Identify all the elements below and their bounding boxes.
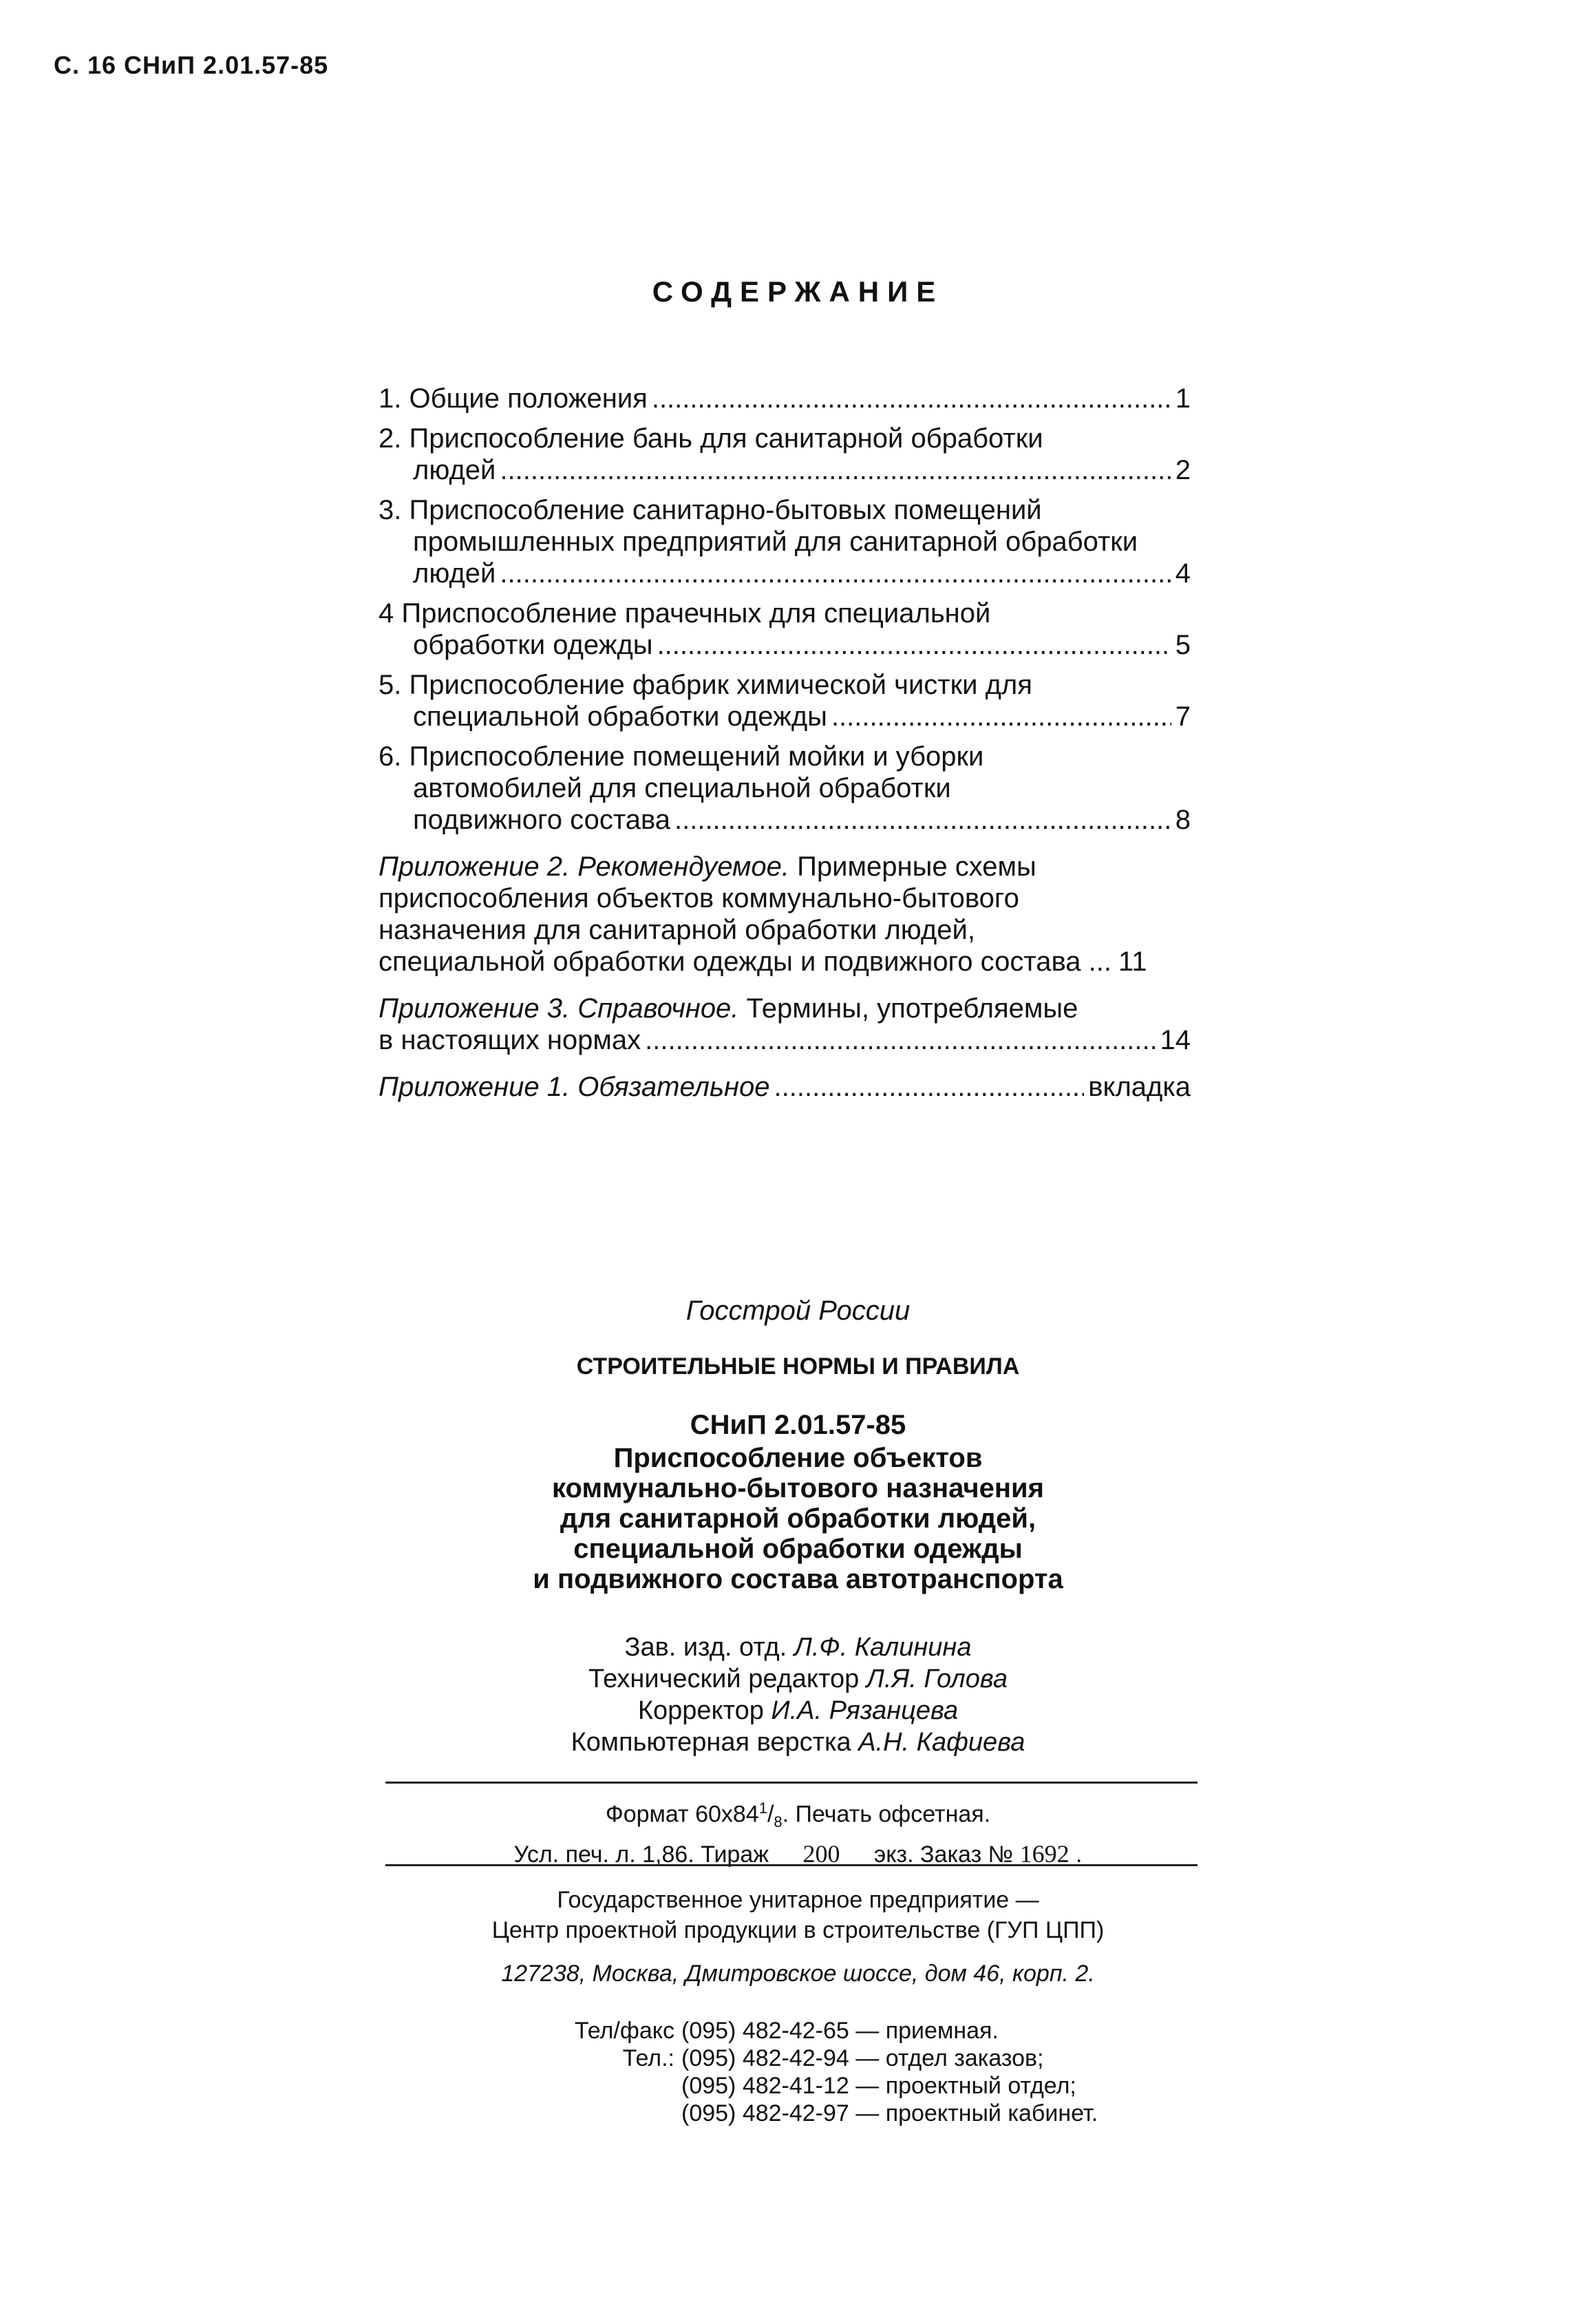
toc-leader-dots [652, 383, 1171, 414]
toc-page-number: 8 [1175, 805, 1191, 835]
toc-entry-text: людей [413, 558, 496, 589]
toc-page-number: 4 [1175, 558, 1191, 589]
toc-entry-3 [379, 494, 1191, 589]
toc-leader-dots [657, 629, 1171, 661]
toc-entry-text: людей [413, 455, 496, 485]
toc-entry-text: 5. Приспособление фабрик химической чистки для [379, 670, 1032, 700]
editorial-staff [0, 1631, 1596, 1758]
toc-entry-text: специальной обработки одежды [413, 701, 827, 732]
document-code: СНиП 2.01.57-85 [690, 1410, 906, 1440]
toc-entry-6 [379, 741, 1191, 836]
contact-row: Тел.: (095) 482-42-94 — отдел заказов; [622, 2045, 1044, 2071]
document-title-line: и подвижного состава автотранспорта [533, 1564, 1063, 1594]
toc-entry-2 [379, 423, 1191, 486]
toc-entry-text: 6. Приспособление помещений мойки и уборки [379, 741, 984, 772]
toc-entry-text: в настоящих нормах [379, 1025, 641, 1055]
contact-row: (095) 482-41-12 — проектный отдел; [681, 2073, 1076, 2099]
toc-entry-text: автомобилей для специальной обработки [413, 773, 951, 803]
document-title-line: коммунально-бытового назначения [552, 1473, 1044, 1503]
contact-row: Тел/факс (095) 482-42-65 — приемная. [574, 2018, 999, 2044]
contacts [551, 2017, 1098, 2127]
toc-page-number: вкладка [1088, 1072, 1191, 1102]
toc-appendix-2 [379, 851, 1191, 978]
document-title-line: специальной обработки одежды [573, 1534, 1023, 1564]
staff-line: Технический редактор Л.Я. Голова [588, 1665, 1008, 1693]
toc-entry-text: приспособления объектов коммунально-бытового [379, 883, 1019, 913]
toc-leader-dots [674, 804, 1171, 836]
toc-page-number: 5 [1175, 630, 1191, 660]
contact-row: (095) 482-42-97 — проектный кабинет. [681, 2100, 1098, 2126]
toc-entry-text: Термины, употребляемые [746, 993, 1078, 1024]
toc-entry-5 [379, 669, 1191, 732]
toc-entry-text: промышленных предприятий для санитарной обработки [413, 527, 1138, 557]
toc-leader-dots [645, 1024, 1156, 1056]
page-header: С. 16 СНиП 2.01.57-85 [54, 51, 329, 79]
appendix-label: Приложение 3. Справочное. [379, 993, 739, 1024]
toc-entry-text: 3. Приспособление санитарно-бытовых помещений [379, 495, 1042, 525]
staff-line: Компьютерная верстка А.Н. Кафиева [571, 1728, 1025, 1757]
toc-page-number: 2 [1175, 455, 1191, 485]
appendix-label: Приложение 2. Рекомендуемое. [379, 852, 790, 882]
toc-entry-text: 1. Общие положения [379, 383, 648, 414]
staff-line: Корректор И.А. Рязанцева [637, 1696, 959, 1725]
toc-title: СОДЕРЖАНИЕ [652, 275, 944, 308]
document-title-line: для санитарной обработки людей, [560, 1503, 1036, 1534]
document-title-line: Приспособление объектов [613, 1443, 983, 1473]
toc-page-number: 7 [1175, 701, 1191, 732]
appendix-label: Приложение 1. Обязательное [379, 1072, 770, 1102]
document-title [0, 1443, 1596, 1594]
divider-line [385, 1782, 1198, 1784]
issuing-organization: Госстрой России [685, 1296, 911, 1326]
toc-appendix-3 [379, 993, 1191, 1056]
toc-entry-1 [379, 383, 1191, 414]
staff-line: Зав. изд. отд. Л.Ф. Калинина [624, 1633, 972, 1662]
order-number: 1692 [1019, 1840, 1070, 1868]
toc-entry-text: подвижного состава [413, 805, 670, 835]
toc-entry-text: назначения для санитарной обработки людей, [379, 915, 975, 945]
print-run: 200 [802, 1840, 840, 1868]
toc-entry-text: специальной обработки одежды и подвижного состава ... [379, 947, 1111, 977]
toc-entry-text: обработки одежды [413, 630, 653, 660]
document-series: СТРОИТЕЛЬНЫЕ НОРМЫ И ПРАВИЛА [576, 1353, 1020, 1380]
publisher-address: 127238, Москва, Дмитровское шоссе, дом 46, корп. 2. [501, 1961, 1095, 1987]
toc-entry-text: Примерные схемы [797, 852, 1036, 882]
toc-page-number: 14 [1160, 1025, 1191, 1055]
toc-appendix-1 [379, 1071, 1191, 1103]
print-format: Формат $60х84^1/_8$. Печать офсетная. Усл. печ. л. 1,86. Тираж 200 экз. Заказ № 1692 . [0, 1793, 1596, 1870]
toc-leader-dots [774, 1071, 1085, 1103]
publisher: Государственное унитарное предприятие — Центр проектной продукции в строительстве (ГУП ЦПП) [491, 1887, 1105, 1943]
toc-entry-4 [379, 598, 1191, 661]
table-of-contents [379, 383, 1191, 1111]
divider-line [385, 1864, 1198, 1866]
toc-leader-dots [500, 454, 1171, 486]
toc-page-number: 1 [1175, 383, 1191, 414]
toc-page-number: 11 [1118, 947, 1147, 977]
toc-entry-text: 4 Приспособление прачечных для специальной [379, 598, 991, 628]
toc-leader-dots [500, 558, 1171, 589]
toc-entry-text: 2. Приспособление бань для санитарной обработки [379, 423, 1043, 454]
toc-leader-dots [831, 701, 1171, 732]
